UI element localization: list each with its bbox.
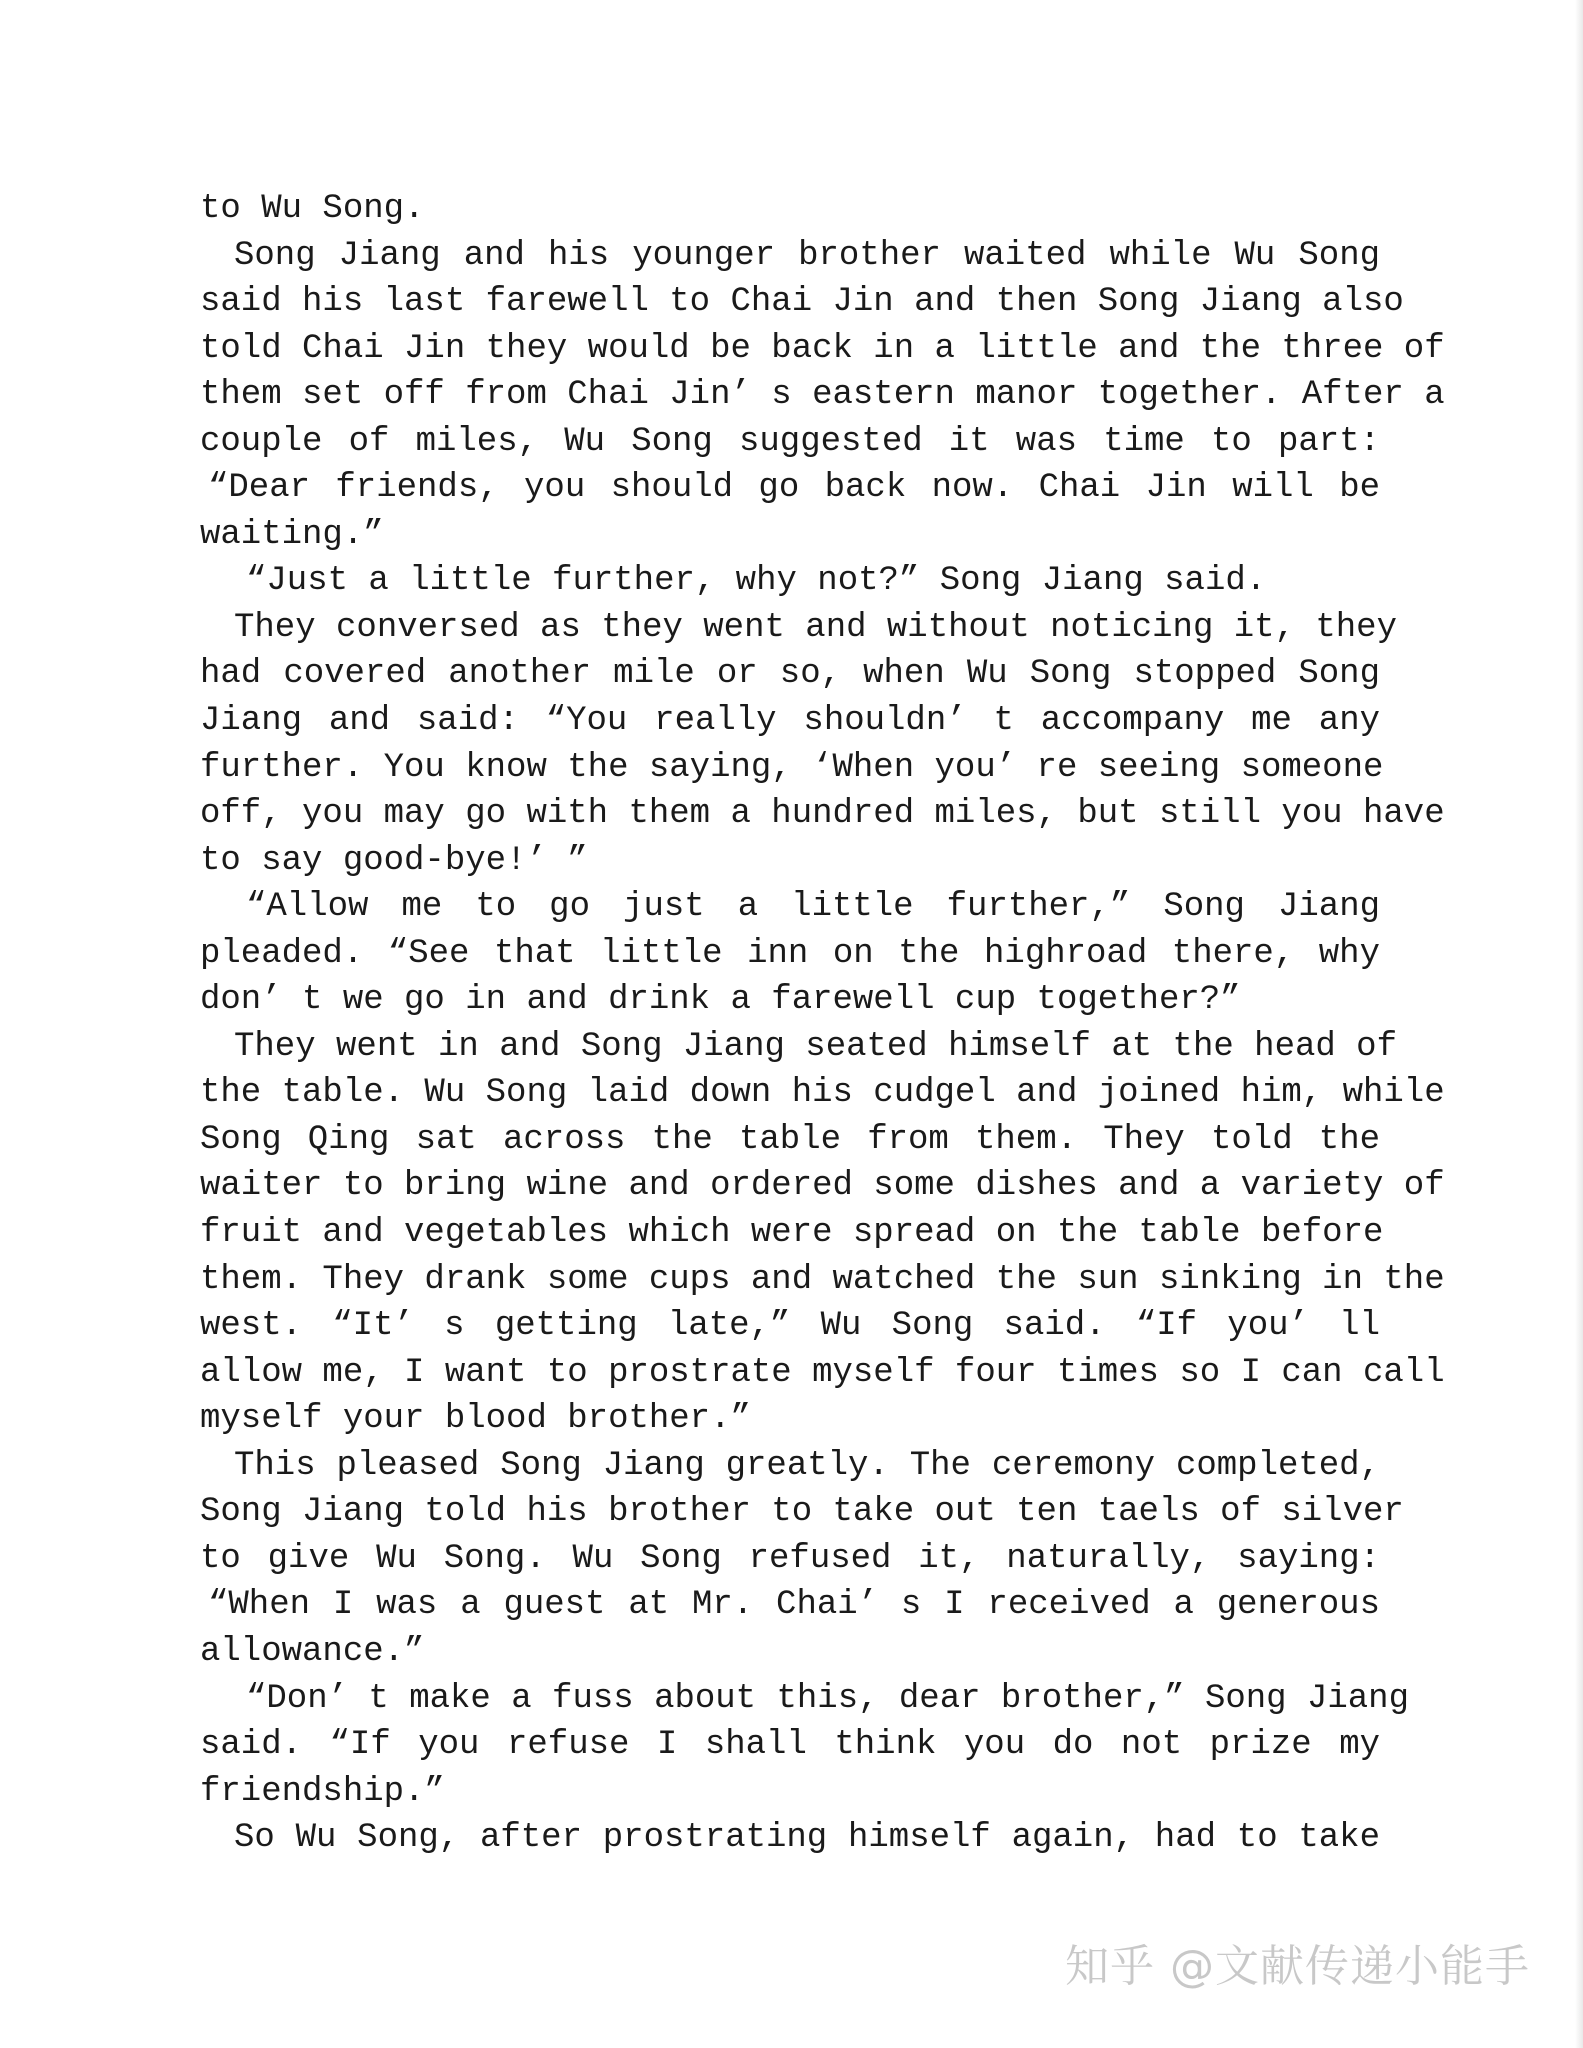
- text-line: said. “If you refuse I shall think you do not prize my: [200, 1726, 1380, 1765]
- text-line: allowance.”: [200, 1632, 425, 1671]
- text-line: friendship.”: [200, 1772, 445, 1811]
- text-line: They conversed as they went and without noticing it, they: [234, 608, 1397, 647]
- text-line: them. They drank some cups and watched the sun sinking in the: [200, 1260, 1445, 1299]
- text-line: don’ t we go in and drink a farewell cup together?”: [200, 981, 1241, 1020]
- text-line: had covered another mile or so, when Wu Song stopped Song: [200, 655, 1380, 694]
- text-line: west. “It’ s getting late,” Wu Song said. “If you’ ll: [200, 1307, 1380, 1346]
- text-line: Jiang and said: “You really shouldn’ t accompany me any: [200, 702, 1380, 741]
- text-line: Song Qing sat across the table from them. They told the: [200, 1120, 1380, 1159]
- text-line: told Chai Jin they would be back in a little and the three of: [200, 329, 1445, 368]
- text-line: This pleased Song Jiang greatly. The ceremony completed,: [234, 1446, 1380, 1485]
- text-line: said his last farewell to Chai Jin and then Song Jiang also: [200, 283, 1404, 322]
- text-line: them set off from Chai Jin’ s eastern manor together. After a: [200, 376, 1445, 415]
- text-line: Song Jiang told his brother to take out ten taels of silver: [200, 1493, 1404, 1532]
- text-line: the table. Wu Song laid down his cudgel and joined him, while: [200, 1074, 1445, 1113]
- text-line: They went in and Song Jiang seated himself at the head of: [234, 1027, 1397, 1066]
- document-page: [200, 186, 1445, 1862]
- text-line: myself your blood brother.”: [200, 1400, 751, 1439]
- text-line: “Just a little further, why not?” Song Jiang said.: [246, 562, 1267, 601]
- text-line: waiter to bring wine and ordered some dishes and a variety of: [200, 1167, 1445, 1206]
- text-line: fruit and vegetables which were spread on the table before: [200, 1214, 1384, 1253]
- text-line: to say good-bye!’ ”: [200, 841, 588, 880]
- text-line: “When I was a guest at Mr. Chai’ s I received a generous: [208, 1586, 1380, 1625]
- text-line: allow me, I want to prostrate myself four times so I can call: [200, 1353, 1445, 1392]
- text-line: “Allow me to go just a little further,” Song Jiang: [246, 888, 1380, 927]
- text-line: further. You know the saying, ‘When you’ re seeing someone: [200, 748, 1384, 787]
- text-line: “Dear friends, you should go back now. Chai Jin will be: [208, 469, 1380, 508]
- text-line: So Wu Song, after prostrating himself again, had to take: [234, 1819, 1380, 1858]
- text-line: pleaded. “See that little inn on the highroad there, why: [200, 934, 1380, 973]
- text-line: off, you may go with them a hundred miles, but still you have: [200, 795, 1445, 834]
- text-line: to give Wu Song. Wu Song refused it, naturally, saying:: [200, 1539, 1380, 1578]
- text-line: “Don’ t make a fuss about this, dear brother,” Song Jiang: [246, 1679, 1409, 1718]
- watermark: 知乎 @文献传递小能手: [1065, 1941, 1530, 1992]
- text-line: couple of miles, Wu Song suggested it was time to part:: [200, 422, 1380, 461]
- text-line: Song Jiang and his younger brother waited while Wu Song: [234, 236, 1380, 275]
- page-edge-shadow: [1575, 0, 1583, 2048]
- text-line: to Wu Song.: [200, 190, 425, 228]
- text-line: waiting.”: [200, 515, 384, 554]
